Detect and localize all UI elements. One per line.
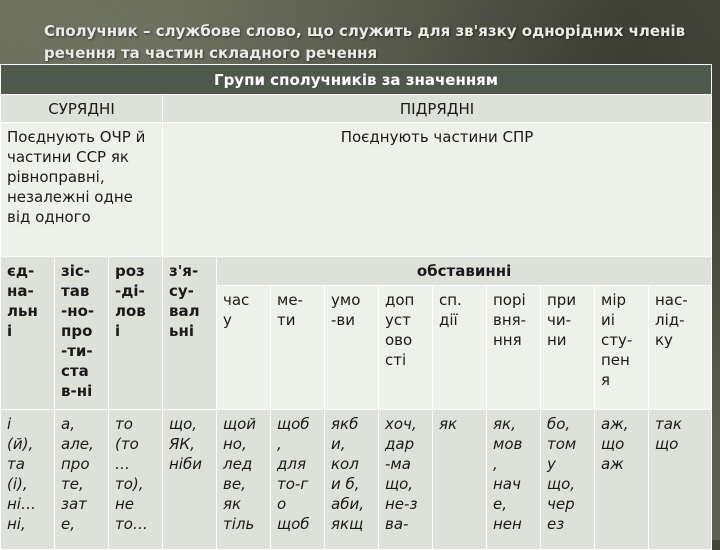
words-disjunctive: то (то … то), не то…: [109, 410, 163, 550]
type-coordinating: СУРЯДНІ: [1, 95, 163, 123]
obst-degree: мір иі сту- пен я: [595, 286, 649, 410]
obst-time: час у: [217, 286, 271, 410]
words-cause: бо, том у що, чер ез: [541, 410, 595, 550]
obst-comparison: порі вня- ння: [487, 286, 541, 410]
subgroup-disjunctive: роз -ді- лов і: [109, 257, 163, 410]
obst-condition: умо -ви: [325, 286, 379, 410]
words-contrastive: а, але, про те, зат е,: [55, 410, 109, 550]
obst-cause: при чи- ни: [541, 286, 595, 410]
words-purpose: щоб , для то-г о щоб: [271, 410, 325, 550]
words-explanatory: що, ЯК, ніби: [163, 410, 217, 550]
words-degree: аж, що аж: [595, 410, 649, 550]
words-comparison: як, мов , нач е, нен: [487, 410, 541, 550]
words-connective: і (й), та (і), ні… ні,: [1, 410, 55, 550]
obst-purpose: ме- ти: [271, 286, 325, 410]
slide-title: Сполучник – службове слово, що служить для зв'язку однорідних членів речення та частин складного речення: [44, 22, 686, 62]
type-subordinating: ПІДРЯДНІ: [163, 95, 712, 123]
table-header: Групи сполучників за значенням: [1, 65, 712, 95]
words-condition: якб и, кол и б, аби, якщ: [325, 410, 379, 550]
obstavynni-title: обставинні: [217, 257, 712, 286]
desc-subordinating: Поєднують частини СПР: [163, 123, 712, 257]
words-concession: хоч, дар -ма що, не-з ва-: [379, 410, 433, 550]
desc-coordinating: Поєднують ОЧР й частини ССР як рівноправні, незалежні одне від одного: [1, 123, 163, 257]
obst-manner: сп. дії: [433, 286, 487, 410]
conjunction-groups-table: [0, 64, 712, 550]
subgroup-contrastive: зіс- тав -но- про -ти- ста в-ні: [55, 257, 109, 410]
words-manner: як: [433, 410, 487, 550]
subgroup-connective: єд- на- льн і: [1, 257, 55, 410]
words-time: щой но, лед ве, як тіль: [217, 410, 271, 550]
obst-consequence: нас- лід- ку: [649, 286, 712, 410]
words-consequence: так що: [649, 410, 712, 550]
subgroup-explanatory: з'я- су- вал ьні: [163, 257, 217, 410]
obst-concession: доп уст ово сті: [379, 286, 433, 410]
